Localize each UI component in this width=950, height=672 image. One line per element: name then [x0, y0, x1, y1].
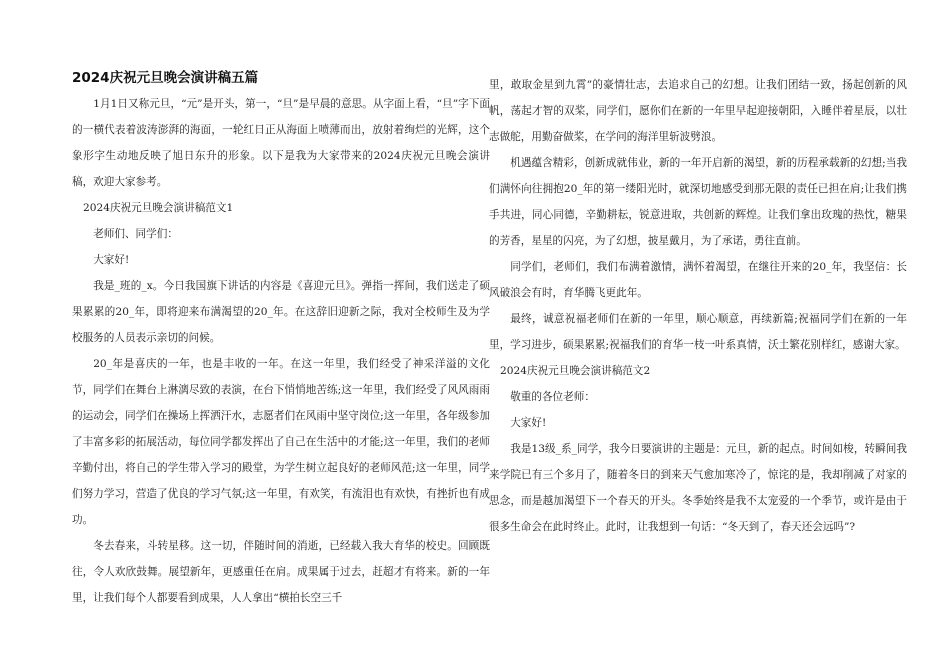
paragraph: 里，敢取金星到九霄”的豪情壮志，去追求自己的幻想。让我们团结一致，扬起创新的风帆，荡起才智的双桨，同学们，愿你们在新的一年里早起迎接朝阳，入睡伴着星辰，以壮志做舵，用勤奋做桨，在学问的海洋里斩波劈浪。 — [489, 79, 907, 143]
paragraph: 2024庆祝元旦晚会演讲稿范文1 — [83, 202, 234, 214]
left-column — [72, 68, 490, 611]
paragraph: 大家好! — [510, 417, 547, 429]
paragraph: 敬重的各位老师： — [510, 391, 595, 403]
right-column — [489, 72, 907, 540]
paragraph: 我是13级_系_同学，我今日要演讲的主题是：元旦，新的起点。时间如梭，转瞬间我来学院已有三个多月了，随着冬日的到来天气愈加寒冷了，惊诧的是，我却削减了对家的思念，而是越加渴望下一个春天的开头。冬季始终是我不太宠爱的一个季节，或许是由于很多生命会在此时终止。此时，让我想到一句话：“冬天到了，春天还会远吗”? — [489, 443, 907, 533]
right-paragraphs — [489, 72, 907, 540]
paragraph: 同学们，老师们，我们布满着激情，满怀着渴望，在继往开来的20_年，我坚信：长风破浪会有时，育华腾飞更此年。 — [489, 261, 907, 299]
paragraph: 机遇蕴含精彩，创新成就伟业，新的一年开启新的渴望，新的历程承载新的幻想;当我们满怀向往拥抱20_年的第一缕阳光时，就深切地感受到那无限的责任已担在肩;让我们携手共进，同心同德，辛勤耕耘，锐意进取，共创新的辉煌。让我们拿出玫瑰的热忱，糖果的芳香，星星的闪亮，为了幻想，披星戴月，为了承诺，勇往直前。 — [489, 157, 907, 247]
paragraph: 2024庆祝元旦晚会演讲稿范文2 — [500, 365, 651, 377]
paragraph: 大家好! — [93, 254, 130, 266]
paragraph: 老师们、同学们： — [93, 228, 178, 240]
paragraph: 我是_班的_x。今日我国旗下讲话的内容是《喜迎元旦》。弹指一挥间，我们送走了硕果累累的20_年，即将迎来布满渴望的20_年。在这辞旧迎新之际，我对全校师生及为学校服务的人员表示亲切的问候。 — [72, 280, 490, 344]
document-title: 2024庆祝元旦晚会演讲稿五篇 — [72, 70, 259, 86]
paragraph: 1月1日又称元旦，“元”是开头，第一，“旦”是早晨的意思。从字面上看，“旦”字下面的一横代表着波涛澎湃的海面，一轮红日正从海面上喷薄而出，放射着绚烂的光辉，这个象形字生动地反映了旭日东升的形象。以下是我为大家带来的2024庆祝元旦晚会演讲稿，欢迎大家参考。 — [72, 98, 490, 188]
left-paragraphs — [72, 91, 490, 611]
paragraph: 20_年是喜庆的一年，也是丰收的一年。在这一年里，我们经受了神采洋溢的文化节，同学们在舞台上淋漓尽致的表演，在台下悄悄地苦练;这一年里，我们经受了风风雨雨的运动会，同学们在操场上挥洒汗水，志愿者们在风雨中坚守岗位;这一年里，各年级参加了丰富多彩的拓展活动，每位同学都发挥出了自己在生活中的才能;这一年里，我们的老师辛勤付出，将自己的学生带入学习的殿堂，为学生树立起良好的老师风范;这一年里，同学们努力学习，营造了优良的学习气氛;这一年里，有欢笑，有流泪也有欢快，有挫折也有成功。 — [72, 358, 490, 526]
paragraph: 最终，诚意祝福老师们在新的一年里，顺心顺意，再续新篇;祝福同学们在新的一年里，学习进步，硕果累累;祝福我们的育华一枝一叶系真情，沃土繁花别样红，感谢大家。 — [489, 313, 907, 351]
paragraph: 冬去春来，斗转星移。这一切，伴随时间的消逝，已经载入我大育华的校史。回顾既往，令人欢欣鼓舞。展望新年，更感重任在肩。成果属于过去，赶超才有将来。新的一年里，让我们每个人都要看到成果，人人拿出“横拍长空三千 — [72, 540, 490, 604]
